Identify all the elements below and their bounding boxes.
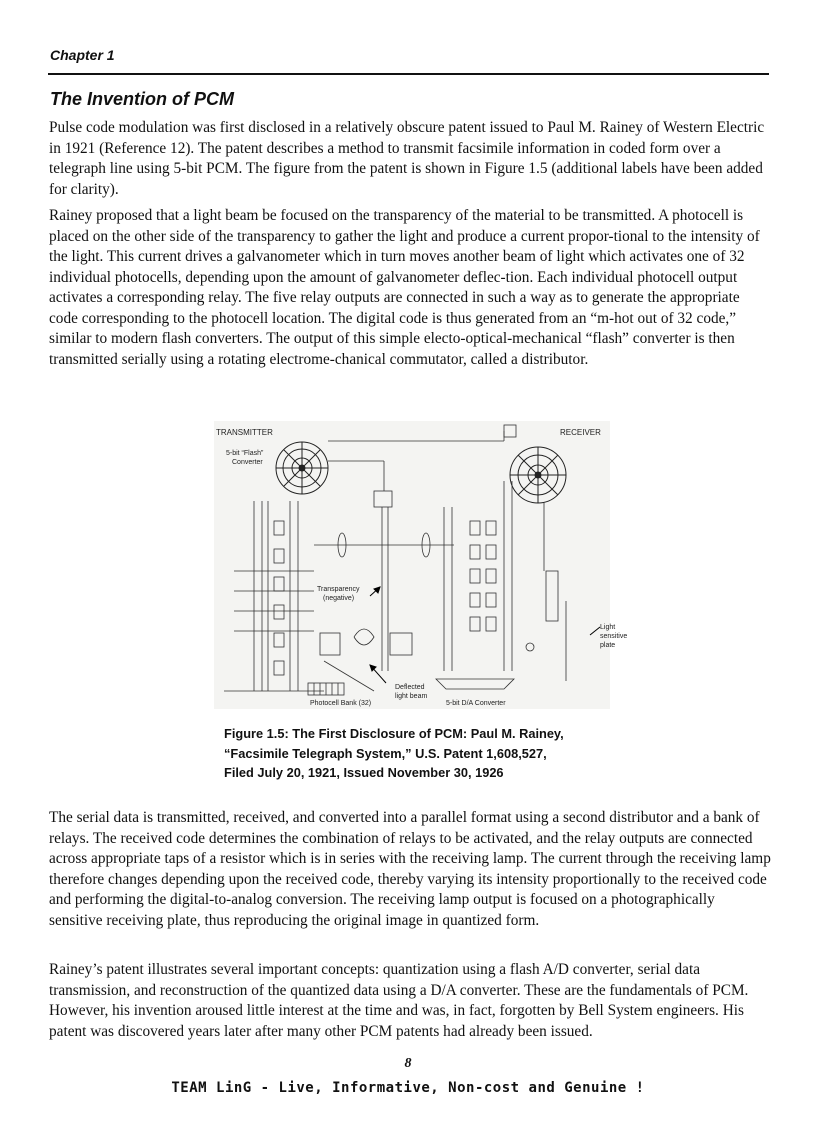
section-title: The Invention of PCM xyxy=(50,89,234,109)
caption-line-3: Filed July 20, 1921, Issued November 30, 1926 xyxy=(224,765,504,780)
header-rule xyxy=(48,73,769,75)
chapter-label: Chapter 1 xyxy=(50,47,115,63)
caption-line-1: Figure 1.5: The First Disclosure of PCM: Paul M. Rainey, xyxy=(224,726,564,741)
receiver-label: RECEIVER xyxy=(560,428,601,437)
photocell-bank-label: Photocell Bank (32) xyxy=(310,700,372,707)
da-converter-label: 5-bit D/A Converter xyxy=(446,700,506,707)
deflected-beam-label-line2: light beam xyxy=(395,693,428,700)
paragraph-intro: Pulse code modulation was first disclosed in a relatively obscure patent issued to Paul M. Rainey of Western Electric in 1921 (Reference 12). The patent describes a method to transmit facsimile information in coded form over a telegraph line using 5-bit PCM. The figure from the patent is shown in Figure 1.5 (additional labels have been added for clarity). xyxy=(49,119,765,198)
transmitter-distributor-icon xyxy=(276,442,328,494)
paragraph-serial-data: The serial data is transmitted, received, and converted into a parallel format using a second distributor and a bank of relays. The received code determines the combination of relays to be activated, and the relay outputs are connected across appropriate taps of a resistor which is in series with the receiving lamp. The current through the receiving lamp therefore changes depending upon the received code, thereby varying its intensity proportionally to the received code and performing the digital-to-analog conversion. The receiving lamp output is focused on a photographically sensitive receiving plate, thus reproducing the original image in quantized form. xyxy=(49,809,771,929)
figure-caption xyxy=(224,724,624,783)
flash-converter-label-line2: Converter xyxy=(232,459,263,466)
caption-line-2: “Facsimile Telegraph System,” U.S. Patent 1,608,527, xyxy=(224,745,547,761)
deflected-beam-label-line1: Deflected xyxy=(395,684,425,691)
receiver-distributor-icon xyxy=(510,447,566,503)
patent-diagram xyxy=(214,421,628,709)
transmitter-label: TRANSMITTER xyxy=(216,428,273,437)
paragraph-patent-concepts: Rainey’s patent illustrates several important concepts: quantization using a flash A/D converter, serial data transmission, and reconstruction of the quantized data using a D/A converter. These are the fundamentals of PCM. However, his invention aroused little interest at the time and was, in fact, forgotten by Bell System engineers. His patent was discovered years later after many other PCM patents had already been issued. xyxy=(49,961,749,1040)
light-plate-label-line1: Light xyxy=(600,624,616,631)
page-number: 8 xyxy=(404,1056,412,1071)
transparency-label-line2: (negative) xyxy=(323,595,355,602)
light-plate-label-line2: sensitive xyxy=(600,633,628,640)
footer-banner: TEAM LinG - Live, Informative, Non-cost and Genuine ! xyxy=(171,1080,645,1096)
flash-converter-label-line1: 5-bit “Flash” xyxy=(226,450,264,457)
transparency-label-line1: Transparency xyxy=(317,586,360,593)
light-plate-label-line3: plate xyxy=(600,642,616,649)
figure-background xyxy=(214,421,610,709)
paragraph-rainey-proposal: Rainey proposed that a light beam be focused on the transparency of the material to be transmitted. A photocell is placed on the other side of the transparency to gather the light and produce a current propor-tional to the intensity of the light. This current drives a galvanometer which in turn moves another beam of light which activates one of 32 individual photocells, depending upon the amount of galvanometer deflec-tion. Each individual photocell output activates a corresponding relay. The five relay outputs are connected in such a way as to generate the appropriate code corresponding to the photocell location. The digital code is thus generated from an “m-hot out of 32 code,” similar to modern flash converters. The output of this simple electo-optical-mechanical “flash” converter is then transmitted serially using a rotating electrome-chanical commutator, called a distributor. xyxy=(49,207,760,368)
patent-figure xyxy=(214,421,628,709)
